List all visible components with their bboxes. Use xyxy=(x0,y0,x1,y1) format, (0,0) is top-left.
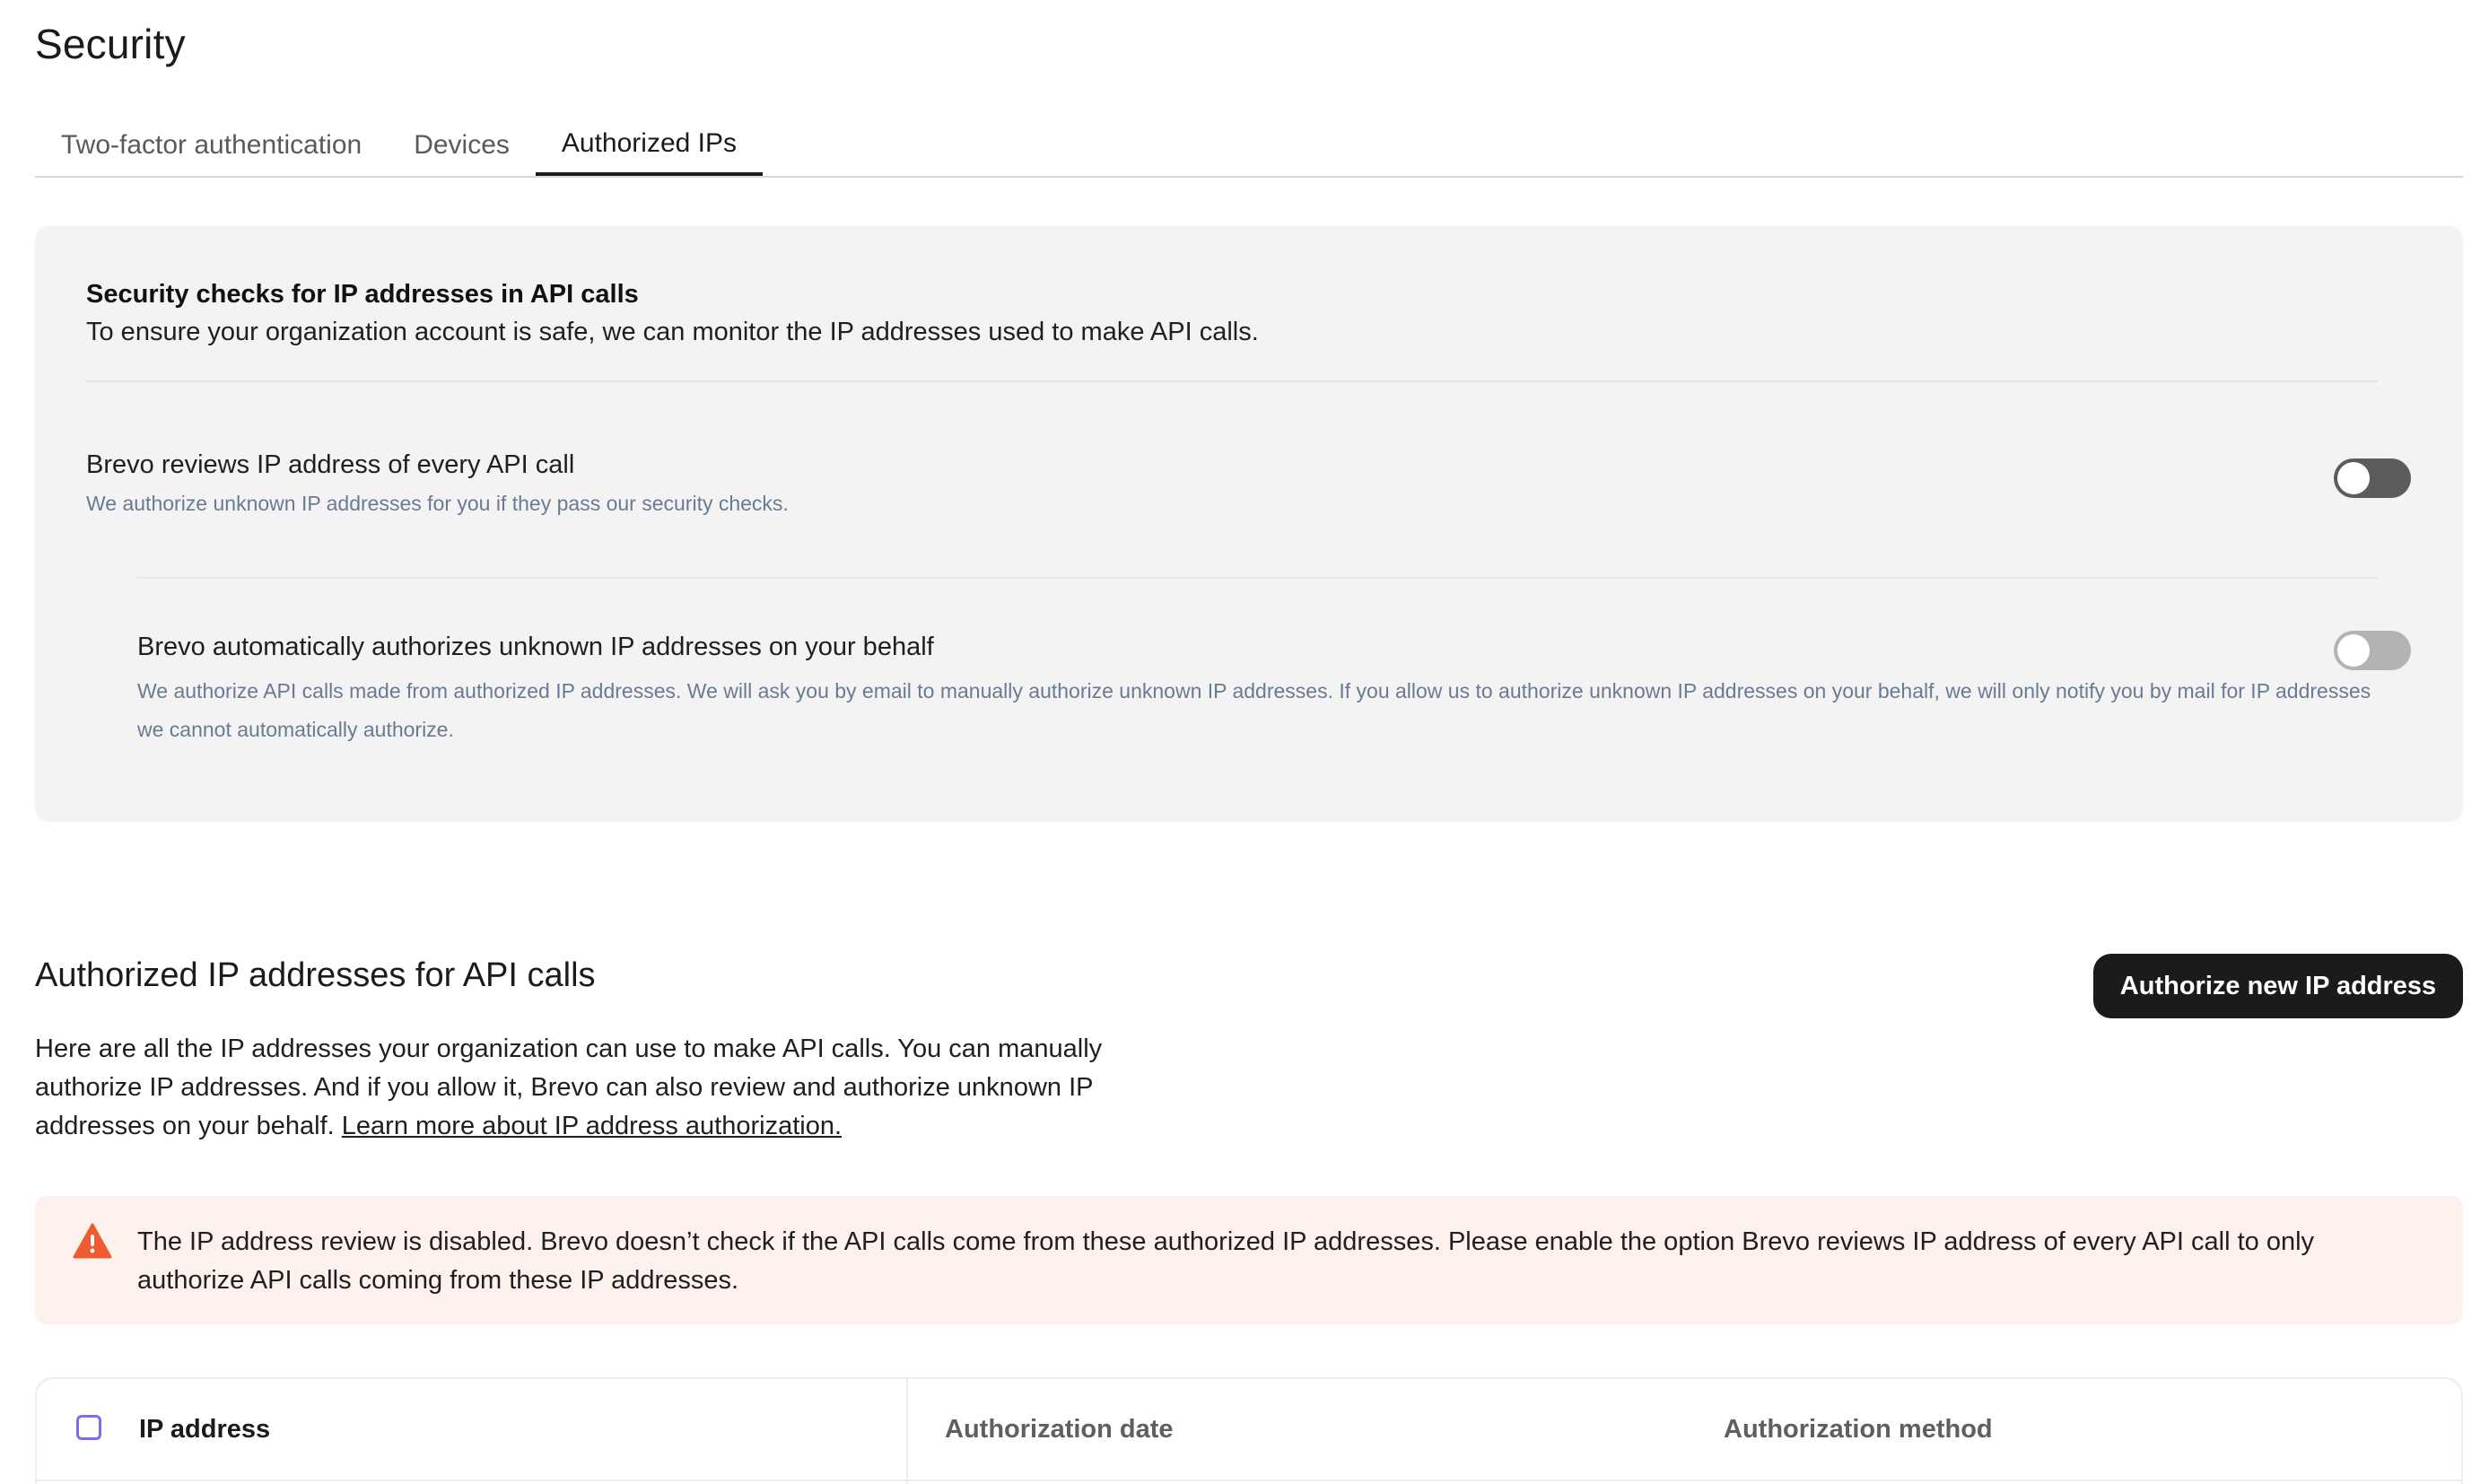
review-option-description: We authorize unknown IP addresses for you if they pass our security checks. xyxy=(86,492,789,515)
tab-authorized-ips[interactable]: Authorized IPs xyxy=(536,115,763,176)
security-checks-description: To ensure your organization account is safe, we can monitor the IP addresses used to make API calls. xyxy=(86,318,1259,346)
auto-authorize-toggle[interactable] xyxy=(2334,631,2411,670)
divider xyxy=(86,380,2378,382)
column-divider xyxy=(906,1379,908,1484)
warning-triangle-icon xyxy=(73,1223,112,1259)
toggle-knob xyxy=(2337,462,2370,494)
warning-banner xyxy=(35,1196,2463,1324)
select-all-checkbox[interactable] xyxy=(76,1415,101,1440)
tab-two-factor-authentication[interactable]: Two-factor authentication xyxy=(61,130,362,160)
column-header-authorization-date[interactable]: Authorization date xyxy=(945,1415,1174,1444)
auto-authorize-option-title: Brevo automatically authorizes unknown IP addresses on your behalf xyxy=(137,633,934,661)
tab-devices[interactable]: Devices xyxy=(414,130,510,160)
auto-authorize-option-description: We authorize API calls made from authorized IP addresses. We will ask you by email to manually authorize unknown IP addresses. If you allow us to authorize unknown IP addresses on your behalf, we will only notify you by mail for IP addresses we cannot automatically authorize. xyxy=(137,679,2371,741)
authorized-ips-description-text: Here are all the IP addresses your organization can use to make API calls. You can manually authorize IP addresses. And if you allow it, Brevo can also review and authorize unknown IP addresses on your behalf. xyxy=(35,1034,1103,1140)
divider xyxy=(137,577,2378,579)
warning-text: The IP address review is disabled. Brevo doesn’t check if the API calls come from these authorized IP addresses. Please enable the option Brevo reviews IP address of every API call to only authorize API calls coming from these IP addresses. xyxy=(137,1227,2315,1295)
table-header xyxy=(37,1379,2461,1481)
review-ip-toggle[interactable] xyxy=(2334,458,2411,498)
column-header-ip-address[interactable]: IP address xyxy=(139,1415,271,1444)
security-checks-title: Security checks for IP addresses in API calls xyxy=(86,280,639,309)
authorized-ips-title: Authorized IP addresses for API calls xyxy=(35,956,596,994)
review-option-title: Brevo reviews IP address of every API call xyxy=(86,450,575,479)
page-title: Security xyxy=(35,21,186,67)
authorized-ips-table xyxy=(35,1377,2463,1484)
tab-bar xyxy=(35,115,2463,178)
authorize-new-ip-button[interactable]: Authorize new IP address xyxy=(2093,954,2463,1018)
learn-more-link[interactable]: Learn more about IP address authorization. xyxy=(341,1112,843,1140)
toggle-knob xyxy=(2337,634,2370,667)
security-checks-card xyxy=(35,226,2463,822)
column-header-authorization-method[interactable]: Authorization method xyxy=(1724,1415,1993,1444)
authorized-ips-description xyxy=(35,1030,1201,1146)
